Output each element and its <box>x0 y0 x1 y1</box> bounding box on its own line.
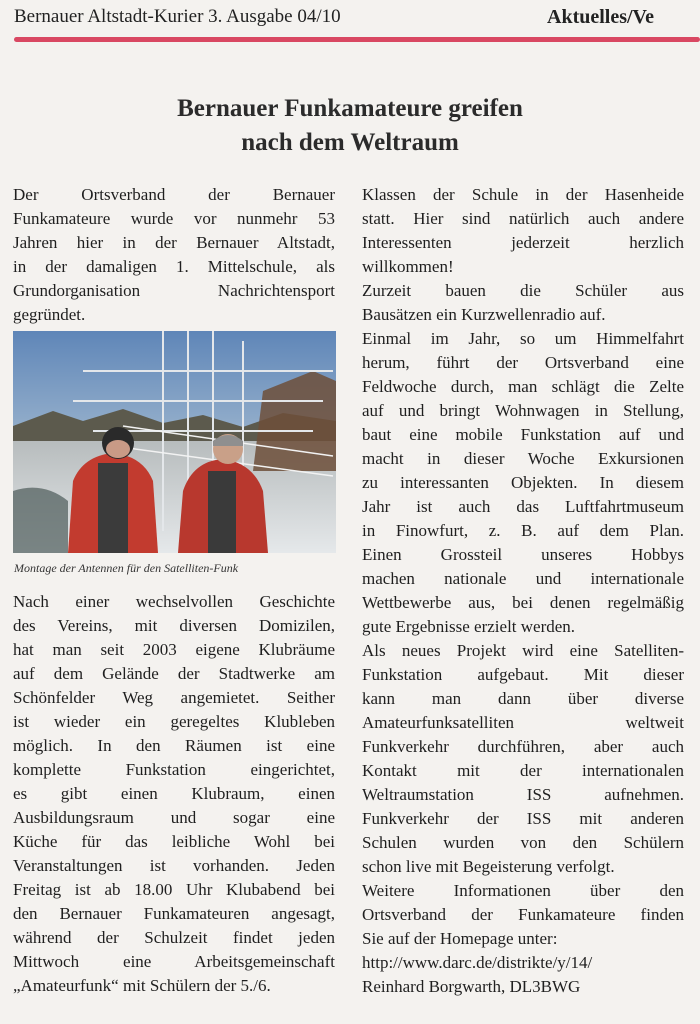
text-line: Schulen wurden von den Schülern <box>362 833 684 852</box>
text-line: Funkamateure wurde vor nunmehr 53 <box>13 209 335 228</box>
text-line: Ortsverband der Funkamateure finden <box>362 905 684 924</box>
body-column-left <box>13 590 335 998</box>
text-line: schon live mit Begeisterung verfolgt. <box>362 857 615 876</box>
text-line: Wettbewerbe aus, bei denen regelmäßig <box>362 593 684 612</box>
text-line: Klassen der Schule in der Hasenheide <box>362 185 684 204</box>
article-title <box>40 92 660 160</box>
text-line: machen nationale und internationale <box>362 569 684 588</box>
text-line: des Vereins, mit diversen Domizilen, <box>13 616 335 635</box>
intro-paragraph <box>13 183 335 327</box>
text-line: Einen Grossteil unseres Hobbys <box>362 545 684 564</box>
text-line: Ausbildungsraum und sogar eine <box>13 808 335 827</box>
text-line: es gibt einen Klubraum, einen <box>13 784 335 803</box>
text-line: auf dem Gelände der Stadtwerke am <box>13 664 335 683</box>
article-title-line: Bernauer Funkamateure greifen <box>177 95 523 122</box>
text-line: Zurzeit bauen die Schüler aus <box>362 281 684 300</box>
text-line: Nach einer wechselvollen Geschichte <box>13 592 335 611</box>
text-line: Jahr ist auch das Luftfahrtmuseum <box>362 497 684 516</box>
text-line: http://www.darc.de/distrikte/y/14/ <box>362 953 593 972</box>
text-line: möglich. In den Räumen ist eine <box>13 736 335 755</box>
text-line: kann man dann über diverse <box>362 689 684 708</box>
text-line: willkommen! <box>362 257 454 276</box>
text-line: herum, führt der Ortsverband eine <box>362 353 684 372</box>
text-line: Reinhard Borgwarth, DL3BWG <box>362 977 581 996</box>
text-line: komplette Funkstation eingerichtet, <box>13 760 335 779</box>
page-header <box>0 0 700 48</box>
text-line: Kontakt mit der internationalen <box>362 761 684 780</box>
text-line: hat man seit 2003 eigene Klubräume <box>13 640 335 659</box>
text-line: Grundorganisation Nachrichtensport <box>13 281 335 300</box>
text-line: Feldwoche durch, man schlägt die Zelte <box>362 377 684 396</box>
photo-caption: Montage der Antennen für den Satelliten-Funk <box>14 561 239 575</box>
section-label: Aktuelles/Ve <box>547 6 655 28</box>
text-line: Funkverkehr durchführen, aber auch <box>362 737 684 756</box>
text-line: Freitag ist ab 18.00 Uhr Klubabend bei <box>13 880 335 899</box>
text-line: gegründet. <box>13 305 86 324</box>
text-line: macht in dieser Woche Exkursionen <box>362 449 684 468</box>
text-line: während der Schulzeit findet jeden <box>13 928 335 947</box>
text-line: Bausätzen ein Kurzwellenradio auf. <box>362 305 606 324</box>
text-line: in Finowfurt, z. B. auf dem Plan. <box>362 521 684 540</box>
text-line: Funkstation aufgebaut. Mit dieser <box>362 665 684 684</box>
article-title-line: nach dem Weltraum <box>241 129 459 156</box>
text-line: Interessenten jederzeit herzlich <box>362 233 684 252</box>
body-column-right <box>362 183 684 999</box>
text-line: gute Ergebnisse erzielt werden. <box>362 617 576 636</box>
publication-title: Bernauer Altstadt-Kurier 3. Ausgabe 04/10 <box>14 6 341 27</box>
text-line: Jahren hier in der Bernauer Altstadt, <box>13 233 335 252</box>
text-line: Als neues Projekt wird eine Satelliten- <box>362 641 684 660</box>
text-line: Mittwoch eine Arbeitsgemeinschaft <box>13 952 335 971</box>
text-line: „Amateurfunk“ mit Schülern der 5./6. <box>13 976 271 995</box>
text-line: statt. Hier sind natürlich auch andere <box>362 209 684 228</box>
text-line: Veranstaltungen ist vorhanden. Jeden <box>13 856 335 875</box>
text-line: auf und bringt Wohnwagen in Stellung, <box>362 401 684 420</box>
text-line: baut eine mobile Funkstation auf und <box>362 425 684 444</box>
header-divider <box>14 37 700 42</box>
text-line: zu interessanten Objekten. In diesem <box>362 473 684 492</box>
text-line: in der damaligen 1. Mittelschule, als <box>13 257 335 276</box>
antenna-photo-illustration <box>13 331 336 553</box>
text-line: Der Ortsverband der Bernauer <box>13 185 335 204</box>
text-line: Einmal im Jahr, so um Himmelfahrt <box>362 329 684 348</box>
text-line: Weltraumstation ISS aufnehmen. <box>362 785 684 804</box>
text-line: Funkverkehr der ISS mit anderen <box>362 809 684 828</box>
text-line: ist wieder ein geregeltes Klubleben <box>13 712 335 731</box>
text-line: Sie auf der Homepage unter: <box>362 929 558 948</box>
text-line: Weitere Informationen über den <box>362 881 684 900</box>
text-line: Amateurfunksatelliten weltweit <box>362 713 684 732</box>
text-line: den Bernauer Funkamateuren angesagt, <box>13 904 335 923</box>
article-photo <box>13 331 336 553</box>
text-line: Küche für das leibliche Wohl bei <box>13 832 335 851</box>
text-line: Schönfelder Weg angemietet. Seither <box>13 688 335 707</box>
